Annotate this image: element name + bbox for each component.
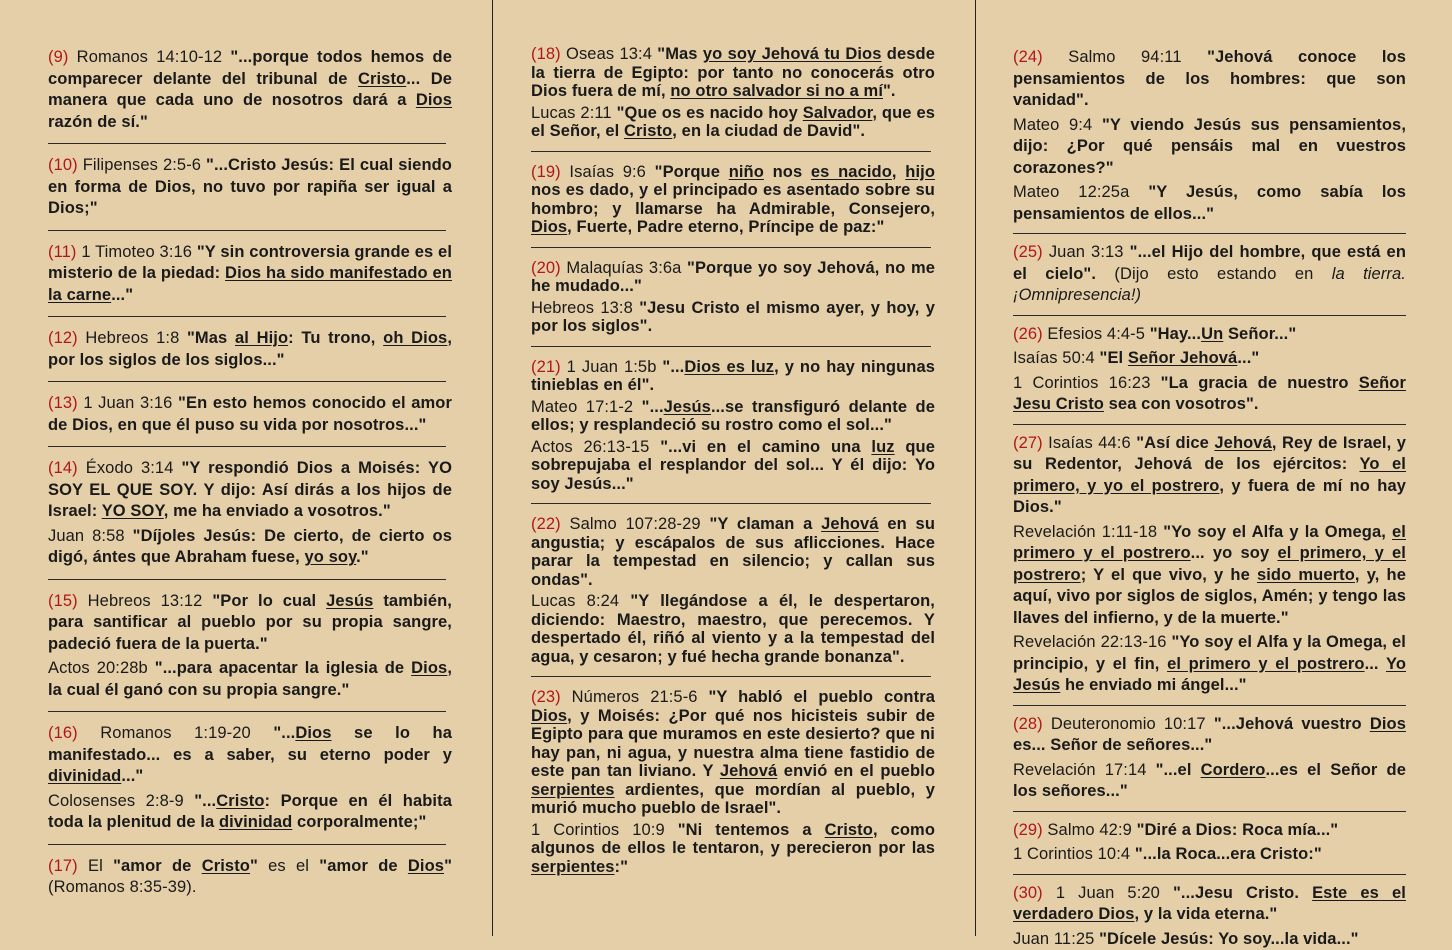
verse-paragraph: [531, 358, 935, 395]
scripture-reference: Mateo 12:25a: [1013, 183, 1148, 201]
scripture-reference: Hebreos 13:12: [78, 592, 213, 610]
quotation-text: "Y viendo Jesús sus pensamientos, dijo: ¿Por qué pensáis mal en vuestros corazones?": [1013, 116, 1406, 177]
separator-line: [531, 346, 931, 347]
cross-reference-paragraph: [531, 104, 935, 141]
scripture-reference: Isaías 9:6: [561, 163, 655, 181]
quotation-text: "...Jehová vuestro Dios es... Señor de señores...": [1013, 715, 1406, 755]
quotation-text: "Jehová conoce los pensamientos de los hombres: que son vanidad".: [1013, 48, 1406, 109]
scripture-reference: Salmo 42:9: [1043, 821, 1137, 839]
cross-reference-paragraph: [1013, 348, 1406, 370]
scripture-reference: Revelación 17:14: [1013, 761, 1156, 779]
scripture-reference: 1 Timoteo 3:16: [77, 243, 197, 261]
verse-paragraph: [1013, 883, 1406, 926]
quotation-text: "En esto hemos conocido el amor de Dios, en que él puso su vida por nosotros...": [48, 394, 452, 434]
verse-entry: [1013, 433, 1406, 697]
scripture-reference: Lucas 8:24: [531, 592, 630, 610]
verse-entry: [531, 163, 935, 237]
entry-number: (12): [48, 329, 78, 347]
entry-number: (29): [1013, 821, 1043, 839]
quotation-text: "...para apacentar la iglesia de Dios, la cual él ganó con su propia sangre.": [48, 659, 452, 699]
separator-line: [48, 579, 446, 580]
cross-reference-paragraph: [1013, 632, 1406, 697]
verse-paragraph: [48, 856, 452, 899]
verse-paragraph: [1013, 242, 1406, 307]
quotation-text: "...el Hijo del hombre, que está en el cielo". (Dijo esto estando en la tierra. ¡Omnipresencia!): [1013, 243, 1406, 304]
cross-reference-paragraph: [1013, 373, 1406, 416]
entry-number: (15): [48, 592, 78, 610]
scripture-reference: Juan 8:58: [48, 527, 133, 545]
entry-number: (16): [48, 724, 78, 742]
quotation-text: "Por lo cual Jesús también, para santificar al pueblo por su propia sangre, padeció fuera de la puerta.": [48, 592, 452, 653]
scripture-reference: Romanos 1:19-20: [78, 724, 274, 742]
separator-line: [1013, 874, 1406, 875]
verse-entry: [1013, 242, 1406, 307]
verse-entry: [48, 856, 452, 899]
separator-line: [48, 711, 446, 712]
entry-number: (18): [531, 45, 561, 63]
verse-paragraph: [531, 163, 935, 237]
scripture-reference: 1 Juan 5:20: [1043, 884, 1173, 902]
separator-line: [531, 247, 931, 248]
entry-number: (20): [531, 259, 561, 277]
scripture-reference: 1 Juan 1:5b: [561, 358, 663, 376]
separator-line: [1013, 705, 1406, 706]
quotation-text: "...Dios es luz, y no hay ningunas tinieblas en él".: [531, 358, 935, 395]
scripture-reference: Efesios 4:4-5: [1043, 325, 1150, 343]
quotation-text: "...porque todos hemos de comparecer delante del tribunal de Cristo... De manera que cada uno de nosotros dará a Dios razón de sí.": [48, 48, 452, 131]
verse-entry: [1013, 324, 1406, 416]
verse-paragraph: [48, 47, 452, 133]
verse-entry: [531, 45, 935, 141]
cross-reference-paragraph: [48, 791, 452, 834]
entry-number: (26): [1013, 325, 1043, 343]
separator-line: [48, 230, 446, 231]
quotation-text: "El Señor Jehová...": [1100, 349, 1260, 367]
separator-line: [48, 143, 446, 144]
quotation-text: "Y llegándose a él, le despertaron, diciendo: Maestro, maestro, que perecemos. Y despertado él, riñó al viento y a la tempestad del agua, y cesaron; y fué hecha grande bonanza".: [531, 592, 935, 666]
scripture-reference: Lucas 2:11: [531, 104, 617, 122]
scripture-reference: Juan 3:13: [1043, 243, 1130, 261]
entry-number: (14): [48, 459, 78, 477]
verse-entry: [531, 515, 935, 666]
separator-line: [1013, 811, 1406, 812]
entry-number: (21): [531, 358, 561, 376]
verse-paragraph: [531, 515, 935, 589]
quotation-text: "...el Cordero...es el Señor de los señores...": [1013, 761, 1406, 801]
verse-paragraph: [48, 242, 452, 307]
quotation-text: "Y sin controversia grande es el misterio de la piedad: Dios ha sido manifestado en la carne...": [48, 243, 452, 304]
verse-entry: [48, 458, 452, 569]
scripture-reference: Deuteronomio 10:17: [1043, 715, 1214, 733]
scripture-reference: Éxodo 3:14: [78, 459, 182, 477]
entry-number: (22): [531, 515, 561, 533]
scripture-reference: Números 21:5-6: [561, 688, 709, 706]
cross-reference-paragraph: [1013, 115, 1406, 180]
separator-line: [531, 503, 931, 504]
quotation-text: "...Jesu Cristo. Este es el verdadero Dios, y la vida eterna.": [1013, 884, 1406, 924]
scripture-reference: Colosenses 2:8-9: [48, 792, 194, 810]
quotation-text: "Que os es nacido hoy Salvador, que es el Señor, el Cristo, en la ciudad de David".: [531, 104, 935, 141]
separator-line: [48, 446, 446, 447]
verse-paragraph: [48, 723, 452, 788]
entry-number: (30): [1013, 884, 1043, 902]
quotation-text: "...Jesús...se transfiguró delante de ellos; y resplandeció su rostro como el sol...": [531, 398, 935, 435]
verse-entry: [48, 393, 452, 436]
verse-paragraph: [531, 259, 935, 296]
quotation-text: "Yo soy el Alfa y la Omega, el primero y el postrero... yo soy el primero, y el postrero; Y el que vivo, y he sido muerto, y, he aquí, vivo por siglos de siglos, Amén; y tengo las llaves del infierno, y de la muerte.": [1013, 523, 1406, 627]
verse-entry: [531, 259, 935, 336]
verse-entry: [48, 155, 452, 220]
verse-entry: [48, 328, 452, 371]
verse-paragraph: [1013, 820, 1406, 842]
verse-entry: [48, 591, 452, 702]
separator-line: [1013, 233, 1406, 234]
scripture-reference: 1 Juan 3:16: [78, 394, 178, 412]
scripture-reference: Oseas 13:4: [561, 45, 658, 63]
entry-number: (28): [1013, 715, 1043, 733]
quotation-text: "Ni tentemos a Cristo, como algunos de ellos le tentaron, y perecieron por las serpientes:": [531, 821, 935, 876]
verse-paragraph: [1013, 47, 1406, 112]
quotation-text: "Mas al Hijo: Tu trono, oh Dios, por los siglos de los siglos...": [48, 329, 452, 369]
scripture-reference: Revelación 1:11-18: [1013, 523, 1163, 541]
verse-entry: [1013, 820, 1406, 866]
verse-entry: [48, 723, 452, 834]
cross-reference-paragraph: [1013, 844, 1406, 866]
quotation-text: "...Cristo: Porque en él habita toda la plenitud de la divinidad corporalmente;": [48, 792, 452, 832]
entry-number: (11): [48, 243, 77, 261]
scripture-reference: Hebreos 1:8: [78, 329, 187, 347]
quotation-text: "Y Jesús, como sabía los pensamientos de ellos...": [1013, 183, 1406, 223]
quotation-text: "La gracia de nuestro Señor Jesu Cristo sea con vosotros".: [1013, 374, 1406, 414]
quotation-text: "Hay...Un Señor...": [1150, 325, 1297, 343]
entry-number: (17): [48, 857, 78, 875]
quotation-text: "...la Roca...era Cristo:": [1135, 845, 1322, 863]
quotation-text: "...Dios se lo ha manifestado... es a saber, su eterno poder y divinidad...": [48, 724, 452, 785]
quotation-text: "Porque niño nos es nacido, hijo nos es dado, y el principado es asentado sobre su hombro; y llamarse ha Admirable, Consejero, Dios, Fuerte, Padre eterno, Príncipe de paz:": [531, 163, 935, 237]
separator-line: [531, 151, 931, 152]
verse-paragraph: [1013, 714, 1406, 757]
verse-paragraph: [1013, 324, 1406, 346]
cross-reference-paragraph: [48, 658, 452, 701]
quotation-text: "Díjoles Jesús: De cierto, de cierto os digó, ántes que Abraham fuese, yo soy.": [48, 527, 452, 567]
scripture-reference: Isaías 44:6: [1043, 434, 1136, 452]
quotation-text: "Yo soy el Alfa y la Omega, el principio, y el fin, el primero y el postrero... Yo Jesús he enviado mi ángel...": [1013, 633, 1406, 694]
entry-number: (10): [48, 156, 78, 174]
scripture-reference: Salmo 94:11: [1043, 48, 1207, 66]
verse-entry: [48, 242, 452, 307]
scripture-reference: Romanos 14:10-12: [68, 48, 230, 66]
scripture-reference: Salmo 107:28-29: [561, 515, 710, 533]
separator-line: [1013, 315, 1406, 316]
verse-entry: [1013, 47, 1406, 225]
cross-reference-paragraph: [1013, 760, 1406, 803]
verse-paragraph: [48, 328, 452, 371]
cross-reference-paragraph: [531, 438, 935, 494]
cross-reference-paragraph: [531, 299, 935, 336]
verse-entry: [1013, 714, 1406, 803]
entry-number: (19): [531, 163, 561, 181]
verse-entry: [48, 47, 452, 133]
verse-paragraph: [1013, 433, 1406, 519]
verse-paragraph: [48, 155, 452, 220]
cross-reference-paragraph: [531, 821, 935, 877]
entry-number: (23): [531, 688, 561, 706]
column-right: [976, 0, 1452, 936]
quotation-text: "...vi en el camino una luz que sobrepujaba el resplandor del sol... Y él dijo: Yo soy Jesús...": [531, 438, 935, 493]
scripture-reference: Mateo 9:4: [1013, 116, 1102, 134]
quotation-text: "Diré a Dios: Roca mía...": [1137, 821, 1339, 839]
scripture-reference: Actos 26:13-15: [531, 438, 660, 456]
entry-number: (27): [1013, 434, 1043, 452]
quotation-text: "...Cristo Jesús: El cual siendo en forma de Dios, no tuvo por rapiña ser igual a Dios;": [48, 156, 452, 217]
cross-reference-paragraph: [531, 398, 935, 435]
quotation-text: "Mas yo soy Jehová tu Dios desde la tierra de Egipto: por tanto no conocerás otro Dios fuera de mí, no otro salvador si no a mí".: [531, 45, 935, 100]
entry-number: (9): [48, 48, 68, 66]
entry-number: (13): [48, 394, 78, 412]
scripture-reference: 1 Corintios 10:4: [1013, 845, 1135, 863]
verse-paragraph: [531, 45, 935, 101]
separator-line: [48, 381, 446, 382]
verse-entry: [531, 688, 935, 876]
column-middle: [492, 0, 976, 936]
cross-reference-paragraph: [1013, 929, 1406, 950]
entry-number: (25): [1013, 243, 1043, 261]
scripture-reference: Isaías 50:4: [1013, 349, 1100, 367]
quotation-text: "Dícele Jesús: Yo soy...la vida...": [1099, 930, 1358, 948]
separator-line: [48, 316, 446, 317]
verse-paragraph: [48, 458, 452, 523]
cross-reference-paragraph: [48, 526, 452, 569]
scripture-reference: 1 Corintios 16:23: [1013, 374, 1161, 392]
scripture-reference: El: [78, 857, 113, 875]
entry-number: (24): [1013, 48, 1043, 66]
verse-entry: [531, 358, 935, 494]
cross-reference-paragraph: [1013, 522, 1406, 630]
verse-paragraph: [48, 591, 452, 656]
quotation-text: "Y habló el pueblo contra Dios, y Moisés: ¿Por qué nos hicisteis subir de Egipto para que muramos en este desierto? que ni hay pan, ni agua, y nuestra alma tiene fastidio de este pan tan liviano. Y Jehová envió en el pueblo serpientes ardientes, que mordían al pueblo, y murió mucho pueblo de Israel".: [531, 688, 935, 817]
quotation-text: "amor de Cristo" es el "amor de Dios" (Romanos 8:35-39).: [48, 857, 452, 897]
verse-paragraph: [531, 688, 935, 818]
quotation-text: "Y claman a Jehová en su angustia; y escápalos de sus aflicciones. Hace parar la tempestad en silencio; y callan sus ondas".: [531, 515, 935, 589]
scripture-reference: Revelación 22:13-16: [1013, 633, 1171, 651]
cross-reference-paragraph: [1013, 182, 1406, 225]
scripture-reference: Juan 11:25: [1013, 930, 1099, 948]
quotation-text: "Así dice Jehová, Rey de Israel, y su Redentor, Jehová de los ejércitos: Yo el primero, y yo el postrero, y fuera de mí no hay Dios.": [1013, 434, 1406, 517]
cross-reference-paragraph: [531, 592, 935, 666]
scripture-reference: Malaquías 3:6a: [561, 259, 687, 277]
quotation-text: "Jesu Cristo el mismo ayer, y hoy, y por los siglos".: [531, 299, 935, 336]
verse-paragraph: [48, 393, 452, 436]
scripture-reference: Hebreos 13:8: [531, 299, 639, 317]
separator-line: [1013, 424, 1406, 425]
separator-line: [531, 676, 931, 677]
scripture-reference: Actos 20:28b: [48, 659, 155, 677]
scripture-reference: Mateo 17:1-2: [531, 398, 642, 416]
scripture-reference: Filipenses 2:5-6: [78, 156, 206, 174]
separator-line: [48, 844, 446, 845]
quotation-text: "Y respondió Dios a Moisés: YO SOY EL QUE SOY. Y dijo: Así dirás a los hijos de Israel: YO SOY, me ha enviado a vosotros.": [48, 459, 452, 520]
column-left: [0, 0, 492, 936]
quotation-text: "Porque yo soy Jehová, no me he mudado...": [531, 259, 935, 296]
verse-entry: [1013, 883, 1406, 950]
scripture-reference: 1 Corintios 10:9: [531, 821, 678, 839]
